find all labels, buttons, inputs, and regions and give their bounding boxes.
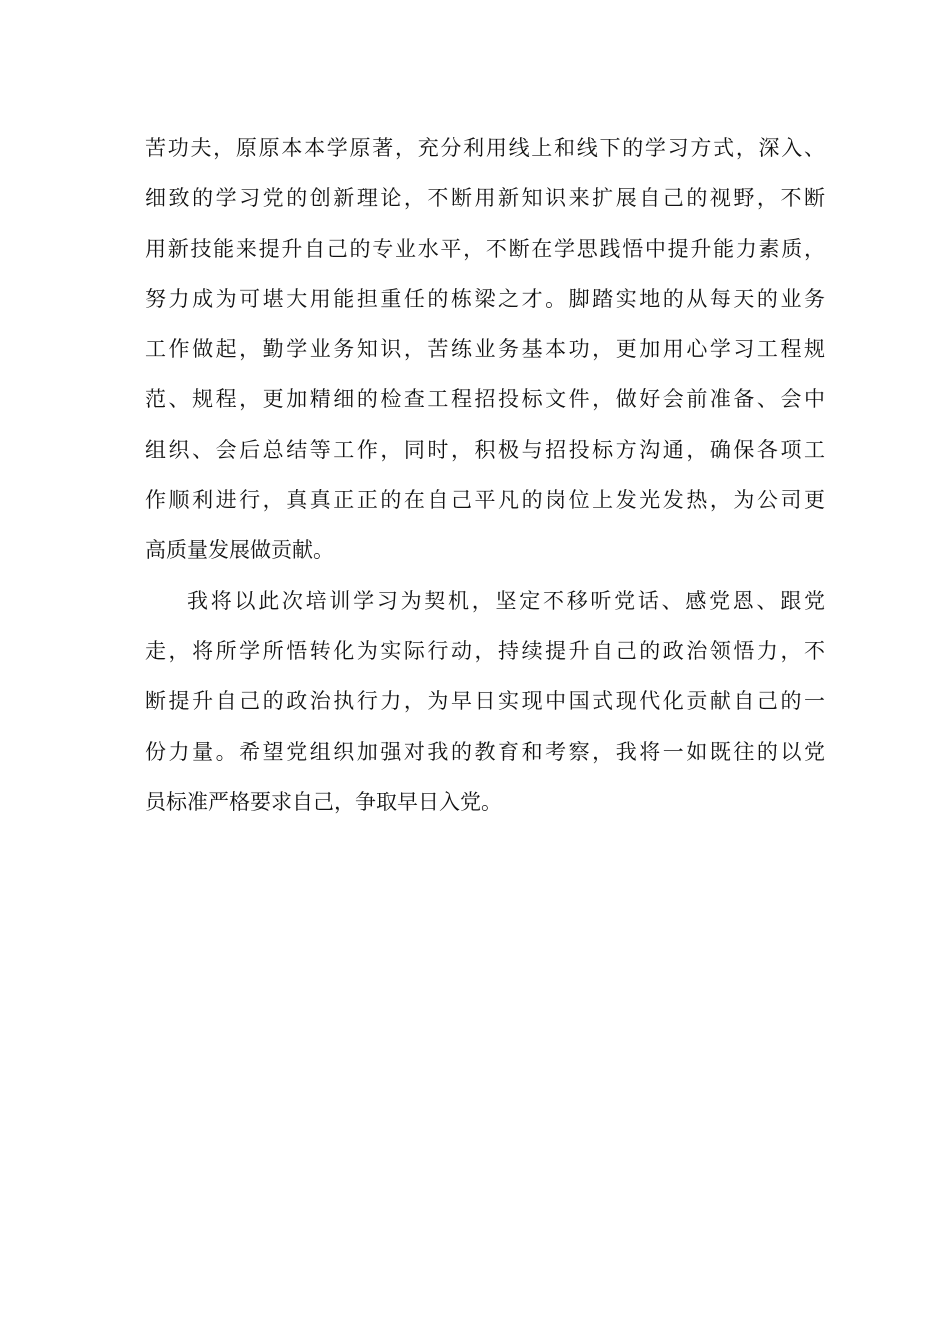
text-line: 工作做起，勤学业务知识，苦练业务基本功，更加用心学习工程规 (145, 337, 825, 362)
text-line: 范、规程，更加精细的检查工程招投标文件，做好会前准备、会中 (145, 387, 825, 412)
text-line: 高质量发展做贡献。 (145, 538, 334, 563)
text-line: 用新技能来提升自己的专业水平，不断在学思践悟中提升能力素质， (145, 236, 825, 261)
text-line: 断提升自己的政治执行力，为早日实现中国式现代化贡献自己的一 (145, 689, 825, 714)
text-line: 份力量。希望党组织加强对我的教育和考察，我将一如既往的以党 (145, 739, 825, 764)
document-body (145, 123, 825, 827)
text-line: 走，将所学所悟转化为实际行动，持续提升自己的政治领悟力，不 (145, 638, 825, 663)
paragraph-2 (145, 576, 825, 827)
text-line: 作顺利进行，真真正正的在自己平凡的岗位上发光发热，为公司更 (145, 488, 825, 513)
text-line: 努力成为可堪大用能担重任的栋梁之才。脚踏实地的从每天的业务 (145, 286, 825, 311)
text-line: 苦功夫，原原本本学原著，充分利用线上和线下的学习方式，深入、 (145, 136, 825, 160)
paragraph-1 (145, 123, 825, 576)
text-line: 细致的学习党的创新理论，不断用新知识来扩展自己的视野，不断 (145, 186, 825, 211)
text-line: 员标准严格要求自己，争取早日入党。 (145, 789, 502, 814)
text-line: 我将以此次培训学习为契机，坚定不移听党话、感党恩、跟党 (187, 588, 825, 613)
text-line: 组织、会后总结等工作，同时，积极与招投标方沟通，确保各项工 (145, 437, 825, 462)
